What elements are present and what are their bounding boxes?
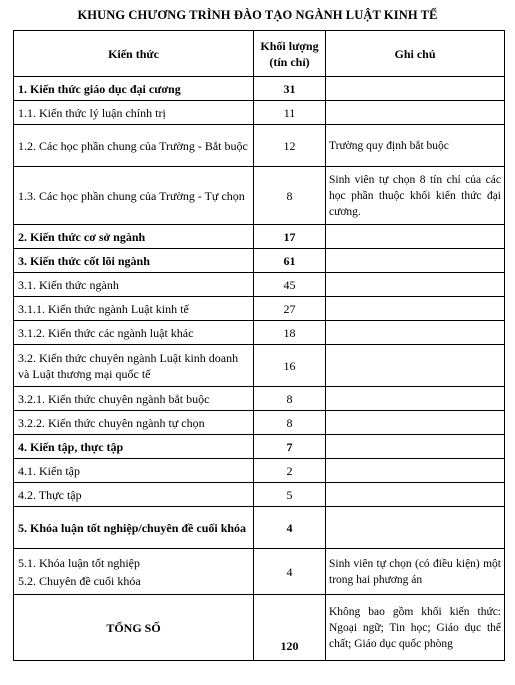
table-row [14,411,505,435]
option-note: Sinh viên tự chọn (có điều kiện) một trong hai phương án [326,549,505,595]
row-credits: 31 [254,77,326,101]
document-title: KHUNG CHƯƠNG TRÌNH ĐÀO TẠO NGÀNH LUẬT KINH TẾ [77,8,438,22]
option-row [14,549,505,595]
option-knowledge [14,549,254,595]
option-final-topic: 5.2. Chuyên đề cuối khóa [18,573,141,588]
row-credits: 2 [254,459,326,483]
row-credits: 16 [254,345,326,387]
header-credits [254,31,326,77]
table-row [14,249,505,273]
row-knowledge: 1.1. Kiến thức lý luận chính trị [14,101,254,125]
row-knowledge: 4. Kiến tập, thực tập [14,435,254,459]
table-row [14,101,505,125]
row-note [326,225,505,249]
row-knowledge: 3. Kiến thức cốt lõi ngành [14,249,254,273]
row-note [326,249,505,273]
table-row [14,387,505,411]
row-note [326,321,505,345]
table-row [14,345,505,387]
table-header-row [14,31,505,77]
header-knowledge: Kiến thức [14,31,254,77]
row-note [326,101,505,125]
row-knowledge: 1.3. Các học phần chung của Trường - Tự chọn [14,167,254,225]
row-knowledge: 3.1.2. Kiến thức các ngành luật khác [14,321,254,345]
row-note [326,387,505,411]
table-row [14,77,505,101]
row-credits: 17 [254,225,326,249]
row-note [326,273,505,297]
total-label: TỔNG SỐ [14,595,254,661]
row-note: Trường quy định bắt buộc [326,125,505,167]
curriculum-table [13,30,505,661]
header-notes: Ghi chú [326,31,505,77]
table-row [14,167,505,225]
row-knowledge: 3.1.1. Kiến thức ngành Luật kinh tế [14,297,254,321]
total-note: Không bao gồm khối kiến thức: Ngoại ngữ; Tin học; Giáo dục thể chất; Giáo dục quốc phòng [326,595,505,661]
row-credits: 7 [254,435,326,459]
row-credits: 27 [254,297,326,321]
row-credits: 8 [254,167,326,225]
row-note [326,435,505,459]
row-credits: 18 [254,321,326,345]
row-credits: 61 [254,249,326,273]
table-row [14,321,505,345]
row-credits: 45 [254,273,326,297]
table-row [14,459,505,483]
table-row [14,507,505,549]
total-credits: 120 [254,595,326,661]
row-note: Sinh viên tự chọn 8 tín chỉ của các học phần thuộc khối kiến thức đại cương. [326,167,505,225]
table-row [14,297,505,321]
row-note [326,77,505,101]
row-knowledge: 1. Kiến thức giáo dục đại cương [14,77,254,101]
row-knowledge: 3.2. Kiến thức chuyên ngành Luật kinh doanh và Luật thương mại quốc tế [14,345,254,387]
row-knowledge: 4.1. Kiến tập [14,459,254,483]
table-row [14,225,505,249]
row-knowledge: 3.2.2. Kiến thức chuyên ngành tự chọn [14,411,254,435]
header-credits-line2: (tín chỉ) [269,54,310,69]
row-note [326,297,505,321]
row-knowledge: 2. Kiến thức cơ sở ngành [14,225,254,249]
row-credits: 11 [254,101,326,125]
row-knowledge: 3.2.1. Kiến thức chuyên ngành bắt buộc [14,387,254,411]
row-credits: 4 [254,507,326,549]
table-row [14,273,505,297]
row-knowledge: 3.1. Kiến thức ngành [14,273,254,297]
row-note [326,507,505,549]
option-credits: 4 [254,549,326,595]
option-thesis: 5.1. Khóa luận tốt nghiệp [18,555,140,570]
row-credits: 8 [254,387,326,411]
row-note [326,459,505,483]
table-row [14,125,505,167]
row-credits: 5 [254,483,326,507]
row-knowledge: 1.2. Các học phần chung của Trường - Bắt buộc [14,125,254,167]
row-note [326,483,505,507]
table-row [14,483,505,507]
table-row [14,435,505,459]
row-note [326,411,505,435]
row-credits: 8 [254,411,326,435]
header-credits-line1: Khối lượng [260,38,319,53]
total-row [14,595,505,661]
row-knowledge: 5. Khóa luận tốt nghiệp/chuyên đề cuối khóa [14,507,254,549]
row-knowledge: 4.2. Thực tập [14,483,254,507]
row-note [326,345,505,387]
row-credits: 12 [254,125,326,167]
